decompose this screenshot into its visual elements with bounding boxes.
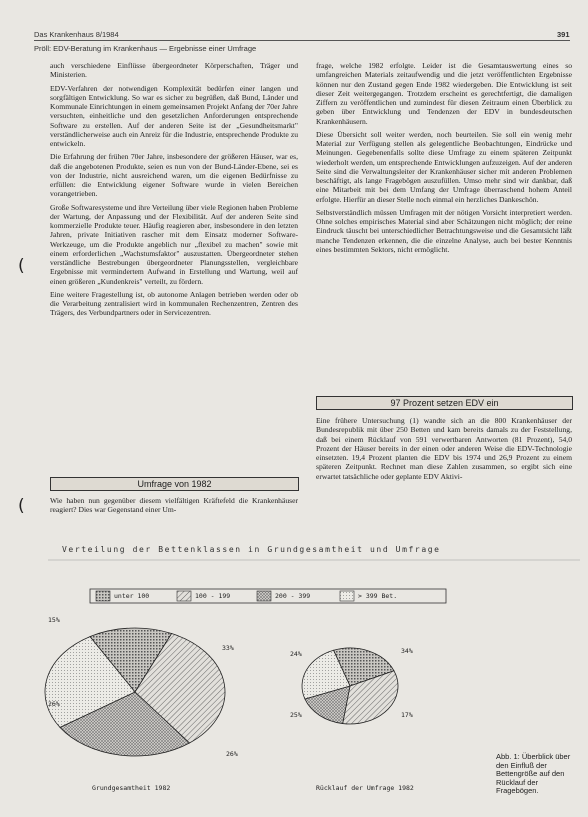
legend-swatch-3 [257,591,271,601]
left-pie-pct-1: 15% [48,616,60,624]
figure-title: Verteilung der Bettenklassen in Grundgesamtheit und Umfrage [62,545,441,554]
section-heading-umfrage: Umfrage von 1982 [50,477,299,491]
margin-bracket-mark: ( [18,256,25,276]
legend-swatch-4 [340,591,354,601]
left-pie-pct-4: 26% [48,700,60,708]
legend-label-2: 100 - 199 [195,592,231,600]
right-pie-pct-3: 17% [401,711,413,719]
right-pie-pct-2: 34% [401,647,413,655]
page-number: 391 [557,30,570,39]
section-heading-97-prozent: 97 Prozent setzen EDV ein [316,396,573,410]
right-paragraph-2: Diese Übersicht soll weiter werden, noch beurteilen. Sie soll ein wenig mehr Material zur Verfügung stellen als gelegentliche Beobachtungen, Eindrücke und Meinungen. Gegebenenfalls sollte diese Umfrage zu einem späteren Zeitpunkt wiederholt werden, um entsprechende Entwicklungen aufzuzeigen. Auf der anderen Seite sind die Verwaltungsleiter der Krankenhäuser sicher mit anderen Problemen beschäftigt, als lange Fragebögen auszufüllen. Umso mehr sind wir dankbar, daß eine Mitarbeit mit bei dem Umfang der Umfrage überraschend hohem Anteil erfolgte. Hierfür an dieser Stelle noch einmal ein herzliches Dankeschön. [316,129,572,204]
left-paragraph-3: Die Erfahrung der frühen 70er Jahre, insbesondere der größeren Häuser, war es, daß die angebotenen Produkte, seien es nun von der Bund-Länder-Ebene, sei es von der Industrie, nicht ausreichend waren, um die eigenen Bedürfnisse zu erfüllen: die Entwicklung eigener Software wurde in vielen Bereichen vorangetrieben. [50,152,298,199]
right-paragraph-4: Eine frühere Untersuchung (1) wandte sich an die 800 Krankenhäuser der Bundesrepublik mit über 250 Betten und kam bereits damals zu der Feststellung, daß bei einem Rücklauf von 591 verwertbaren Antworten (81 Prozent), 54,0 Prozent der Häuser bereits in der einen oder anderen Weise die EDV-Technologie einsetzten. 19,4 Prozent planten die EDV bis 1974 und 26,9 Prozent zu einem späteren Zeitpunkt. Rechnet man diese Zahlen zusammen, so ergibt sich eine erwartet tatsächliche oder geplante EDV Aktivi- [316,416,572,481]
article-subtitle: Pröll: EDV-Beratung im Krankenhaus — Ergebnisse einer Umfrage [34,44,257,53]
legend-label-4: > 399 Bet. [358,592,398,600]
margin-bracket-mark-2: ( [18,496,25,516]
right-pie-pct-4: 25% [290,711,302,719]
left-pie-label: Grundgesamtheit 1982 [92,784,171,792]
left-paragraph-5: Eine weitere Fragestellung ist, ob autonome Anlagen betrieben werden oder ob die Verarbeitung zentralisiert wird in kommunalen Rechenzentren, Zentren des Trägers, des Verbundpartners oder in Servicezentren. [50,289,298,318]
left-pie-pct-2: 33% [222,644,234,652]
right-pie-pct-1: 24% [290,650,302,658]
left-paragraph-6: Wie haben nun gegenüber diesem vielfältigen Kräftefeld die Krankenhäuser reagiert? Dies war Gegenstand einer Um- [50,496,298,515]
journal-header: Das Krankenhaus 8/1984 [34,30,119,39]
right-paragraph-1: frage, welche 1982 erfolgte. Leider ist die Gesamtauswertung eines so umfangreichen Materials zeitaufwendig und die jetzt veröffentlichten Ergebnisse können nur den Zustand gegen Ende 1982 wiedergeben. Die Entwicklung ist seit dieser Zeit weitergegangen. Trotzdem erscheint es gerechtfertigt, die damaligen Ziffern zu veröffentlichen und zumindest für diesen Zeitraum einen Überblick zu geben über Entwicklung und Tendenzen der EDV in bundesdeutschen Krankenhäusern. [316,61,572,126]
left-paragraph-4: Große Softwaresysteme und ihre Verteilung über viele Regionen haben Probleme der Wartung, der Anpassung und der Flexibilität. Auf der anderen Seite sind kommerzielle Produkte teuer. Häufig reagieren aber, insbesondere in den letzten Jahren, private Initiativen rascher mit dem Einsatz moderner Software-Werkzeuge, um die Produkte angeblich nur „flexibel zu machen" sowie mit einem erforderlichen „Wachstumsfaktor" auszustatten. Übergeordneter stehen verständliche Bestrebungen übergeordneter Planungsstellen, vergleichbare Ergebnisse mit vermindertem Aufwand in Erstellung und Wartung, weil auf einen größeren „Kundenkreis" verteilt, zu fördern. [50,202,298,286]
left-paragraph-1: auch verschiedene Einflüsse übergeordneter Körperschaften, Träger und Ministerien. [50,61,298,80]
legend-label-1: unter 100 [114,592,150,600]
left-paragraph-2: EDV-Verfahren der notwendigen Komplexität bedürfen einer langen und sorgfältigen Entwicklung. So war es sicher zu begrüßen, daß Bund, Länder und Kommunale Einrichtungen in einem gemeinsamen Projekt Anfang der 70er Jahre versuchten, einheitliche und den gesetzlichen Anforderungen entsprechende Software zu erstellen. Auf der anderen Seite ist der „Gesundheitsmarkt" verständlicherweise auch ein Anreiz für die Industrie, entsprechende Produkte zu entwickeln. [50,83,298,148]
right-paragraph-3: Selbstverständlich müssen Umfragen mit der nötigen Vorsicht interpretiert werden. Ohne solches empirisches Material sind aber Schätzungen nicht möglich; der reine Eindruck täuscht bei unterschiedlicher Betrachtungsweise und die Gesamtsicht läßt manche Tendenzen erkennen, die die einzelne Analyse, auch bei bester Kenntnis eines bestimmten Sektors, nicht ermöglicht. [316,207,572,254]
legend-label-3: 200 - 399 [275,592,311,600]
legend-swatch-1 [96,591,110,601]
figure-caption: Abb. 1: Überblick über den Einfluß der Bettengröße auf den Rücklauf der Fragebögen. [496,752,571,796]
legend-swatch-2 [177,591,191,601]
left-pie-pct-3: 26% [226,750,238,758]
right-pie-label: Rücklauf der Umfrage 1982 [316,784,414,792]
